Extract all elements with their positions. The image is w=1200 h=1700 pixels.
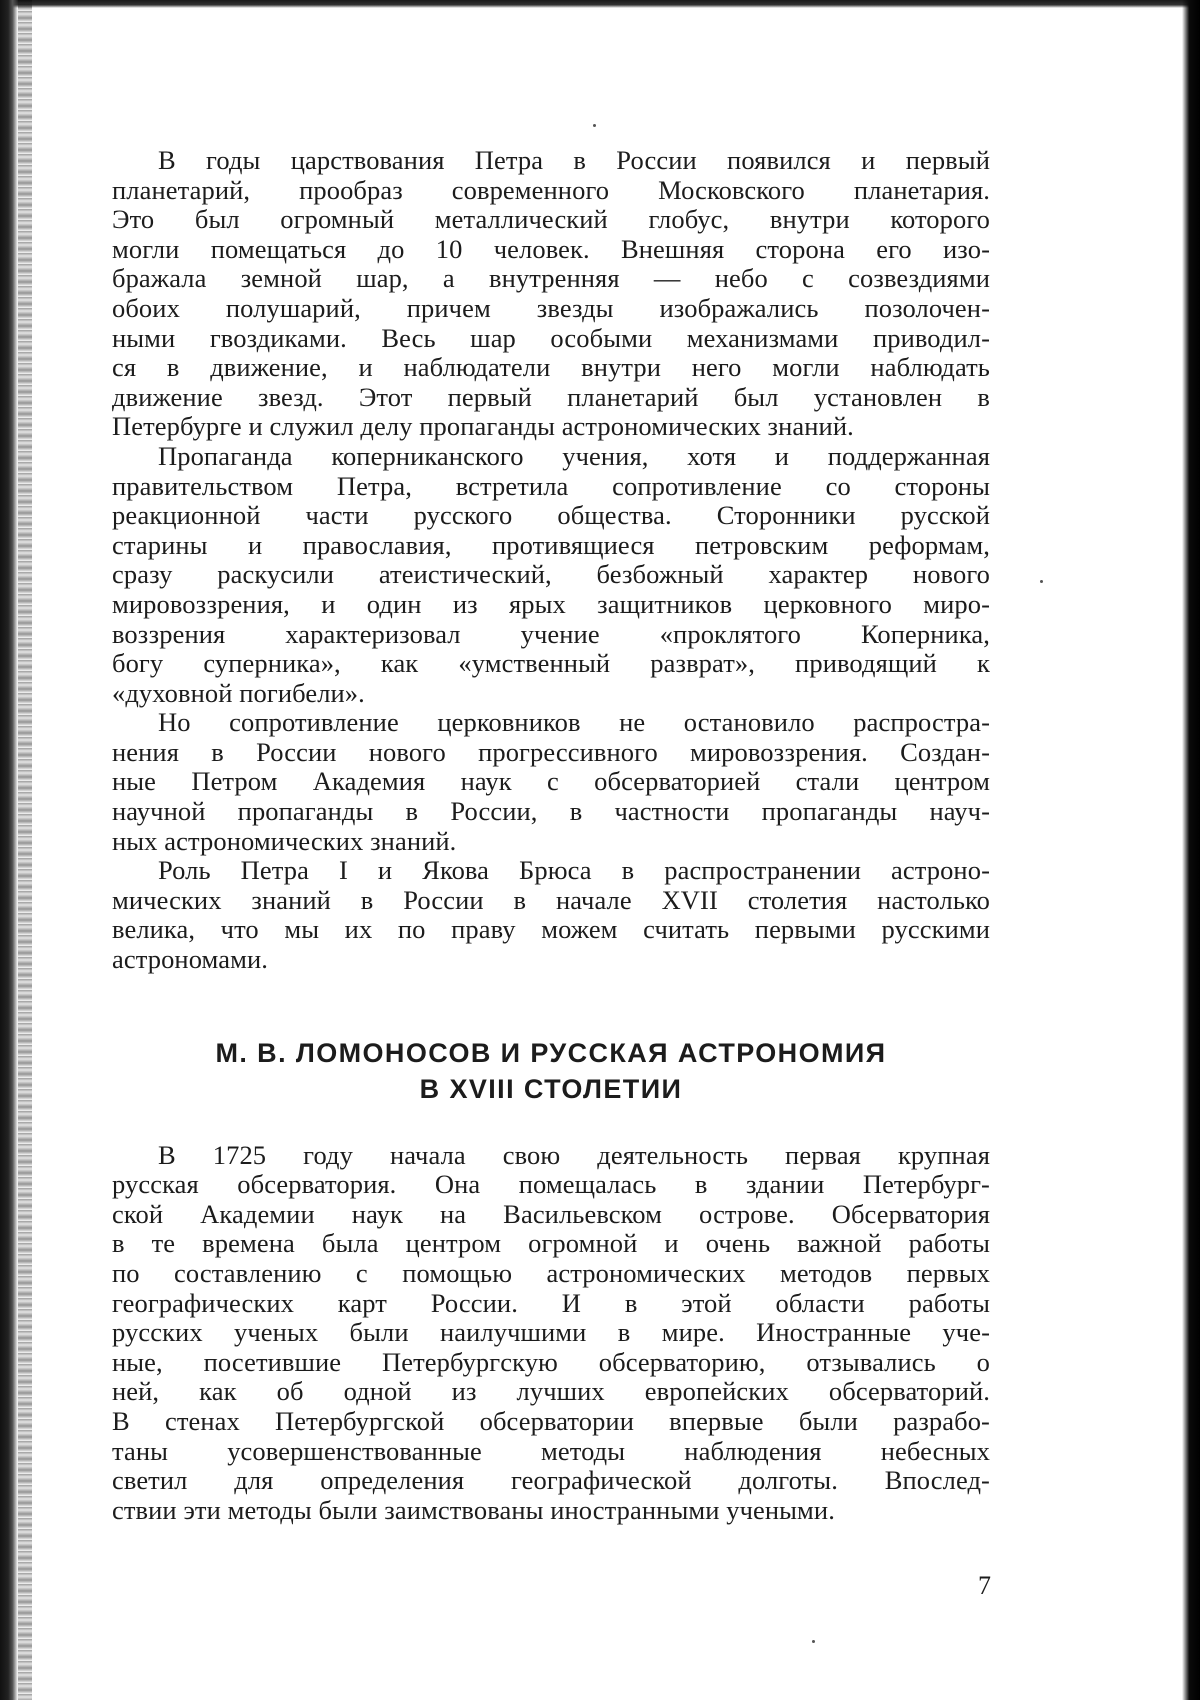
text-line: планетарий, прообраз современного Московского планетария. (112, 174, 990, 205)
text-line: русская обсерватория. Она помещалась в здании Петербург- (112, 1169, 990, 1200)
text-line: велика, что мы их по праву можем считать первыми русскими (112, 914, 990, 945)
text-line: В 1725 году начала свою деятельность первая крупная (158, 1139, 990, 1170)
text-line: старины и православия, противящиеся петровским реформам, (112, 529, 990, 560)
text-line: В годы царствования Петра в России появился и первый (158, 145, 990, 175)
text-line: ных астрономических знаний. (112, 825, 457, 856)
text-line: ные, посетившие Петербургскую обсерваторию, отзывались о (112, 1346, 990, 1377)
text-line: Пропаганда коперниканского учения, хотя и поддержанная (158, 440, 990, 471)
text-line: могли помещаться до 10 человек. Внешняя сторона его изо- (112, 233, 990, 264)
text-line: В стенах Петербургской обсерватории впервые были разрабо- (112, 1405, 990, 1436)
text-line: реакционной части русского общества. Сторонники русской (112, 500, 990, 531)
text-line: воззрения характеризовал учение «проклятого Коперника, (112, 618, 990, 649)
chapter-heading (112, 1035, 990, 1107)
text-line: географических карт России. И в этой области работы (112, 1287, 990, 1318)
scan-edge-top (0, 0, 1200, 8)
text-line: русских ученых были наилучшими в мире. Иностранные уче- (112, 1317, 990, 1348)
paragraph (112, 708, 990, 856)
paragraph (112, 1141, 990, 1526)
scan-edge-left (0, 0, 18, 1700)
scan-edge-right (1182, 0, 1200, 1700)
text-line: по составлению с помощью астрономических методов первых (112, 1258, 990, 1288)
section-lomonosov (112, 1141, 990, 1526)
page-body (112, 146, 990, 1525)
text-line: Петербурге и служил делу пропаганды астрономических знаний. (112, 411, 854, 442)
text-line: таны усовершенствованные методы наблюдения небесных (112, 1435, 990, 1466)
scan-speck (593, 124, 596, 127)
scan-edge-left-texture (18, 0, 32, 1700)
text-line: Это был огромный металлический глобус, внутри которого (112, 204, 990, 235)
text-line: научной пропаганды в России, в частности пропаганды науч- (112, 796, 990, 827)
text-line: правительством Петра, встретила сопротивление со стороны (112, 470, 990, 501)
text-line: «духовной погибели». (112, 677, 365, 708)
text-line: астрономами. (112, 944, 268, 975)
paragraph (112, 146, 990, 442)
text-line: светил для определения географической долготы. Впослед- (112, 1465, 990, 1496)
text-line: сразу раскусили атеистический, безбожный характер нового (112, 559, 990, 590)
text-line: Но сопротивление церковников не остановило распростра- (158, 707, 990, 738)
text-line: движение звезд. Этот первый планетарий был установлен в (112, 381, 990, 412)
page-number: 7 (978, 1571, 991, 1600)
scan-speck (1040, 580, 1043, 583)
paragraph (112, 856, 990, 974)
text-line: в те времена была центром огромной и очень важной работы (112, 1228, 990, 1259)
text-line: ствии эти методы были заимствованы иностранными учеными. (112, 1494, 835, 1525)
text-line: бражала земной шар, а внутренняя — небо с созвездиями (112, 263, 990, 294)
section-peter-era (112, 146, 990, 975)
chapter-heading-line-1: М. В. ЛОМОНОСОВ И РУССКАЯ АСТРОНОМИЯ (215, 1037, 887, 1068)
text-line: ные Петром Академия наук с обсерваторией стали центром (112, 766, 990, 797)
text-line: мировоззрения, и один из ярых защитников церковного миро- (112, 588, 990, 619)
text-line: ся в движение, и наблюдатели внутри него могли наблюдать (112, 352, 990, 383)
text-line: нения в России нового прогрессивного мировоззрения. Создан- (112, 736, 990, 767)
text-line: ными гвоздиками. Весь шар особыми механизмами приводил- (112, 322, 990, 353)
scan-speck (812, 1640, 815, 1643)
text-line: Роль Петра I и Якова Брюса в распространении астроно- (158, 855, 990, 886)
text-line: обоих полушарий, причем звезды изображались позолочен- (112, 292, 990, 323)
text-line: ской Академии наук на Васильевском острове. Обсерватория (112, 1198, 990, 1229)
text-line: мических знаний в России в начале XVII столетия настолько (112, 884, 990, 915)
chapter-heading-line-2: В XVIII СТОЛЕТИИ (419, 1073, 683, 1104)
paragraph (112, 442, 990, 708)
text-line: ней, как об одной из лучших европейских обсерваторий. (112, 1376, 990, 1407)
text-line: богу суперника», как «умственный разврат», приводящий к (112, 648, 990, 679)
